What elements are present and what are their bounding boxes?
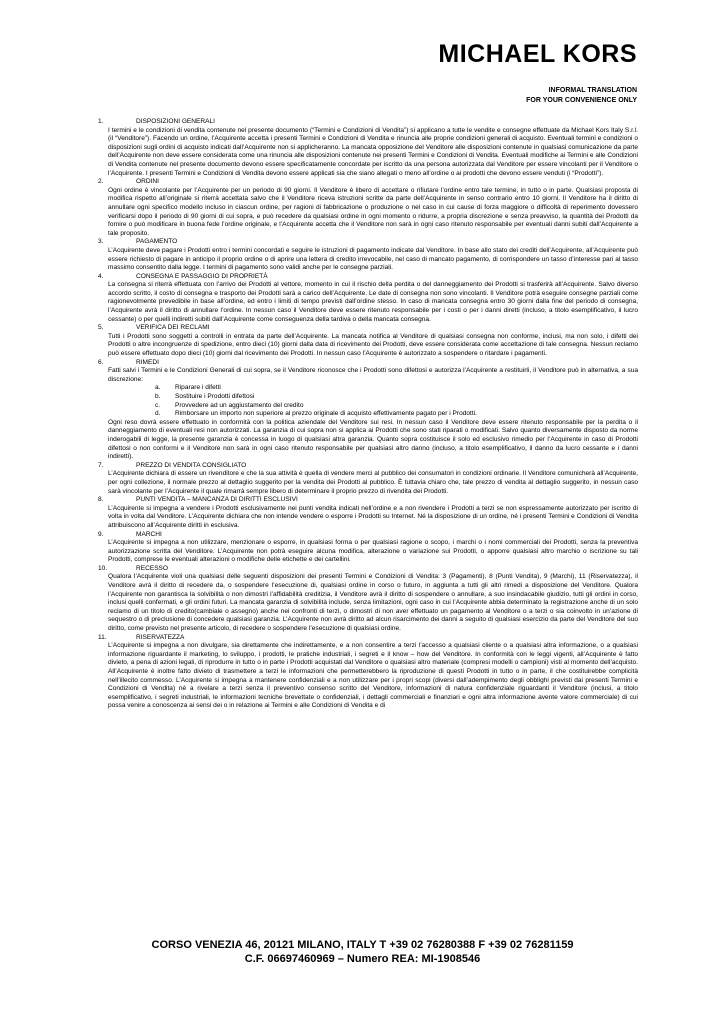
section-number: 1. bbox=[98, 118, 104, 125]
section-heading bbox=[98, 461, 638, 471]
section-paragraph: L’Acquirente si impegna a non utilizzare, menzionare o esporre, in qualsiasi forma o per qualsiasi ragione o scopo, i marchi o i nomi commerciali dei Prodotti, senza la preventiva autorizzazione scritta del Venditore. L’Acquirente non potrà eseguire alcuna modifica, alterazione o variazione sui Prodotti, o apporre qualsiasi altro marchio o iscrizione su tali Prodotti, comprese le eventuali alterazioni o modifiche delle etichette e dei cartellini. bbox=[108, 539, 638, 564]
section-title: ORDINI bbox=[136, 178, 159, 186]
section-paragraph: L’Acquirente si impegna a vendere i Prodotti esclusivamente nei punti vendita indicati nell’ordine e a non rivendere i Prodotti a terzi se non espressamente autorizzato per iscritto di volta in volta dal Venditore. L’Acquirente dichiara che non intende vendere o esporre i Prodotti su Internet. Né la disposizione di un ordine, né i presenti Termini e Condizioni di Vendita attribuiscono all’Acquirente diritti in esclusiva. bbox=[108, 504, 638, 529]
section-number: 3. bbox=[98, 238, 104, 246]
section bbox=[98, 530, 638, 565]
section-heading bbox=[98, 238, 638, 247]
list-item bbox=[155, 393, 638, 402]
section-heading bbox=[98, 633, 638, 643]
footer bbox=[0, 938, 725, 966]
section-number: 8. bbox=[98, 496, 104, 504]
section bbox=[98, 324, 638, 358]
section-heading bbox=[98, 358, 638, 368]
section-number: 6. bbox=[98, 358, 104, 366]
section-paragraph: Ogni ordine è vincolante per l’Acquirente per un periodo di 90 giorni. Il Venditore è libero di accettare o rifiutare l’ordine entro tale termine, in tutto o in parte. Qualsiasi proposta di modifica rispetto all’originale si riterrà accettata salvo che il Venditore riceva istruzioni scritte da parte dell’Acquirente in senso contrario entro 10 giorni. Il Venditore ha il diritto di annullare ogni specifico modello incluso in ciascun ordine, per ragioni di fabbricazione o produzione o nel caso in cui cause di forza maggiore o difficoltà di reperimento dovessero verificarsi dopo il periodo di 90 giorni di cui sopra, e può recedere da qualsiasi ordine in ogni momento o ridurre, a propria discrezione e senza preavviso, la quantità dei Prodotti da fornire o può modificare in buona fede l’ordine originale, e l’Acquirente accetta che il Venditore non sarà in ogni caso ritenuto responsabile per eventuali danni subiti dall’Acquirente a tale proposito. bbox=[108, 186, 638, 237]
list-item-letter: d. bbox=[155, 410, 161, 418]
list-item-text: Riparare i difetti bbox=[175, 384, 221, 392]
notice-line-1: INFORMAL TRANSLATION bbox=[548, 87, 637, 94]
terms-body bbox=[98, 118, 638, 711]
section-title: RECESSO bbox=[136, 564, 169, 572]
section-heading bbox=[98, 324, 638, 333]
list-item-text: Provvedere ad un aggiustamento del credito bbox=[175, 401, 304, 409]
translation-notice bbox=[526, 86, 637, 106]
section bbox=[98, 118, 638, 178]
list-item bbox=[155, 402, 638, 411]
section-number: 7. bbox=[98, 461, 104, 469]
footer-address: CORSO VENEZIA 46, 20121 MILANO, ITALY T +39 02 76280388 F +39 02 76281159 bbox=[151, 939, 574, 951]
list-item-letter: a. bbox=[155, 384, 161, 392]
section-paragraph: L’Acquirente si impegna a non divulgare, sia direttamente che indirettamente, e a non consentire a terzi l’accesso a qualsiasi cliente o a qualsiasi altra informazione, o a qualsiasi informazione riguardante il marketing, lo sviluppo, i prodotti, le pratiche industriali, i segreti e il know – how del Venditore. In conformità con le leggi vigenti, all’Acquirente è fatto divieto, a pena di azioni legali, di riprodurre in tutto o in parte i Prodotti acquistati dal Venditore o qualsiasi altro materiale (compresi modelli o campioni) visti al momento dell’acquisto. All’Acquirente è inoltre fatto divieto di trasmettere a terzi le informazioni che permetterebbero la riproduzione di questi Prodotti in tutto o in parte, il che costituirebbe complicità nell’illecito commesso. L’Acquirente si impegna a mantenere confidenziali e a non utilizzare per i propri scopi (diversi dall’adempimento degli obblighi previsti dai presenti Termini e Condizioni di Vendita) né a rivelare a terzi senza il preventivo consenso scritto del Venditore, informazioni di natura confidenziale riguardanti il Venditore (inclusi, a titolo esemplificativo, i segreti industriali, le informazioni tecniche brevettate o confidenziali, i dettagli commerciali e finanziari e ogni altra informazione avente valore commerciale) di cui possa venire a conoscenza ai sensi dei o in relazione ai Termini e alle Condizioni di Vendita e di bbox=[108, 642, 638, 710]
section-title: DISPOSIZIONI GENERALI bbox=[136, 118, 215, 125]
section-heading bbox=[98, 272, 638, 282]
section-number: 5. bbox=[98, 324, 104, 332]
section-heading bbox=[98, 496, 638, 505]
company-logo: MICHAEL KORS bbox=[438, 40, 637, 68]
section-heading bbox=[98, 178, 638, 187]
section-number: 11. bbox=[98, 633, 107, 641]
section bbox=[98, 238, 638, 272]
section bbox=[98, 461, 638, 496]
list-item bbox=[155, 384, 638, 393]
section-number: 9. bbox=[98, 530, 104, 538]
list-item bbox=[155, 410, 638, 419]
section-heading bbox=[98, 530, 638, 540]
section-paragraph: L’Acquirente dichiara di essere un rivenditore e che la sua attività è quella di vendere merci al pubblico dei consumatori in condizioni ordinarie. Il Venditore comunicherà all’Acquirente, per ogni collezione, il normale prezzo al dettaglio suggerito per la vendita dei Prodotti al pubblico. È tuttavia chiaro che, tale prezzo di vendita al dettaglio suggerito, in nessun caso sarà vincolante per l’Acquirente il quale rimarrà sempre libero di determinare il proprio prezzo di rivendita dei Prodotti. bbox=[108, 470, 638, 495]
section-heading bbox=[98, 564, 638, 574]
section-number: 4. bbox=[98, 272, 104, 280]
section-heading bbox=[98, 118, 638, 127]
list-item-letter: c. bbox=[155, 401, 161, 409]
section-paragraph: La consegna si riterrà effettuata con l’arrivo dei Prodotti al vettore, momento in cui il rischio della perdita o del danneggiamento dei Prodotti si trasferirà all’Acquirente. Salvo diverso accordo scritto, il costo di consegna e trasporto dei Prodotti sarà a carico dell’Acquirente. Le date di consegna non sono vincolanti. Il Venditore potrà eseguire consegne parziali come ragionevolmente prevedibile in base all’ordine, ed entro i limiti di tempo previsti dall’ordine stesso. In caso di mancata consegna entro 30 giorni dalla fine del periodo di consegna, l’Acquirente avrà il diritto di annullare l’ordine. In nessun caso il Venditore deve essere ritenuto responsabile per i costi o per i danni diretti (incluso, a titolo esemplificativo, il lucro cessante) o per quelli indiretti subiti dall’Acquirente come conseguenza della tardiva o della mancata consegna. bbox=[108, 281, 638, 323]
section-number: 2. bbox=[98, 178, 104, 186]
list-item-letter: b. bbox=[155, 393, 161, 400]
section-title: PREZZO DI VENDITA CONSIGLIATO bbox=[136, 461, 247, 469]
list-item-text: Sostituire i Prodotti difettosi bbox=[175, 393, 255, 400]
section-title: RISERVATEZZA bbox=[136, 633, 185, 641]
section-number: 10. bbox=[98, 564, 108, 572]
remedies-list bbox=[108, 384, 638, 418]
notice-line-2: FOR YOUR CONVENIENCE ONLY bbox=[526, 97, 637, 104]
footer-registration: C.F. 06697460969 – Numero REA: MI-1908546 bbox=[244, 953, 481, 965]
section-title: MARCHI bbox=[136, 530, 162, 538]
section bbox=[98, 564, 638, 634]
list-item-text: Rimborsare un importo non superiore al prezzo originale di acquisto effettivamente pagato per i Prodotti. bbox=[175, 410, 477, 418]
section-paragraph: Qualora l’Acquirente violi una qualsiasi delle seguenti disposizioni dei presenti Termini e Condizioni di Vendita: 3 (Pagamenti), 8 (Punti Vendita), 9 (Marchi), 11 (Riservatezza), il Venditore avrà il diritto di recedere da, o sospendere l’esecuzione di, qualsiasi ordine in corso o futuro, in aggiunta a tutti gli altri rimedi a disposizione del Venditore. Qualora l’Acquirente non garantisca la solvibilità o non dimostri l’affidabilità creditizia, il Venditore avrà il diritto di sospendere o annullare, a suo insindacabile giudizio, tutti gli ordini in corso, inclusi quelli confermati, e gli ordini futuri. La mancata garanzia di solvibilità include, senza limitazioni, ogni caso in cui l’Acquirente abbia determinato la registrazione anche di un solo reclamo di un titolo di credito(cambiale o assegno) anche nei confronti di terzi, o dimostri di non aver effettuato un pagamento al Venditore o a terzi o sia coinvolto in un’azione di sequestro o di preclusione di concedere qualsiasi garanzia. L’Acquirente non avrà diritto ad alcun risarcimento dei danni a seguito di qualsiasi esercizio da parte del Venditore del suo diritto, come previsto nel presente articolo, di recedere o sospendere l’esecuzione di qualsiasi ordine. bbox=[108, 573, 638, 633]
section bbox=[98, 272, 638, 325]
section bbox=[98, 496, 638, 530]
section bbox=[98, 178, 638, 238]
section-title: CONSEGNA E PASSAGGIO DI PROPRIETÀ bbox=[136, 272, 268, 280]
section-title: VERIFICA DEI RECLAMI bbox=[136, 324, 210, 332]
section-paragraph: L’Acquirente deve pagare i Prodotti entro i termini concordati e seguire le istruzioni di pagamento indicate dal Venditore. In base allo stato dei crediti dell’Acquirente, all’Acquirente può essere richiesto di pagare in anticipo il proprio ordine o di aprire una lettera di credito irrevocabile, nel caso di mancato pagamento, di corrispondere un tasso d’interesse pari al tasso massimo consentito dalla legge. I termini di pagamento sono validi anche per le consegne parziali. bbox=[108, 246, 638, 272]
section-title: PUNTI VENDITA – MANCANZA DI DIRITTI ESCLUSIVI bbox=[136, 496, 298, 504]
section-paragraph: Fatti salvi i Termini e le Condizioni Generali di cui sopra, se il Venditore riconosce che i Prodotti sono difettosi e autorizza l’Acquirente a restituirli, il Venditore può in alternativa, a sua discrezione: bbox=[108, 367, 638, 383]
section-paragraph: Tutti i Prodotti sono soggetti a controlli in entrata da parte dell’Acquirente. La mancata notifica al Venditore di qualsiasi consegna non conforme, inclusi, ma non solo, i difetti dei Prodotti o altre incongruenze di spedizione, entro dieci (10) giorni dalla data di ricevimento dei Prodotti, deve essere considerata come accettazione di tale consegna. Nessun reclamo può essere effettuato dopo dieci (10) giorni dal ricevimento dei Prodotti. In nessun caso l’Acquirente è autorizzato a sospendere o ritardare i pagamenti. bbox=[108, 332, 638, 358]
section bbox=[98, 358, 638, 462]
section bbox=[98, 633, 638, 711]
section-paragraph: Ogni reso dovrà essere effettuato in conformità con la politica aziendale del Venditore sui resi. In nessun caso il Venditore deve essere ritenuto responsabile per la perdita o il danneggiamento di eventuali resi non autorizzati. La garanzia di cui sopra non si applica ai Prodotti che sono stati riparati o modificati. Salvo quanto diversamente disposto da norme inderogabili di legge, la presente garanzia è concessa in luogo di qualsiasi altra garanzia. Quanto sopra costituisce il solo ed esclusivo rimedio per l’Acquirente in caso di Prodotti difettosi o non conformi e il Venditore non sarà in ogni caso ritenuto responsabile per qualsiasi altro danno (incluso, a titolo esemplificativo, il danno da lucro cessante e i danni indiretti). bbox=[108, 418, 638, 461]
section-title: RIMEDI bbox=[136, 358, 159, 366]
section-paragraph: I termini e le condizioni di vendita contenute nel presente documento (“Termini e Condizioni di Vendita”) si applicano a tutte le vendite e consegne effettuate da Michael Kors Italy S.r.l. (il “Venditore”). Facendo un ordine, l’Acquirente accetta i presenti Termini e Condizioni di Vendita e rinuncia alle proprie condizioni generali di acquisto. Eventuali termini e condizioni o disposizioni sugli ordini di acquisto indicati dall’Acquirente non si applicheranno. La mancata opposizione del Venditore alle disposizioni contenute in qualsiasi comunicazione da parte dell’Acquirente non deve essere considerata come una rinuncia alle disposizioni contenute nei presenti Termini e Condizioni di Vendita. Eventuali modifiche ai Termini e alle Condizioni di Vendita contenute nel presente documento devono essere specificatamente concordate per iscritto da una persona autorizzata dal Venditore per essere vincolanti per il Venditore o l’Acquirente. I presenti Termini e Condizioni di Vendita devono essere applicati sia che siano allegati o meno all’ordine o ai prodotti che devono essere venduti (i “Prodotti”). bbox=[108, 126, 638, 177]
section-title: PAGAMENTO bbox=[136, 238, 178, 246]
